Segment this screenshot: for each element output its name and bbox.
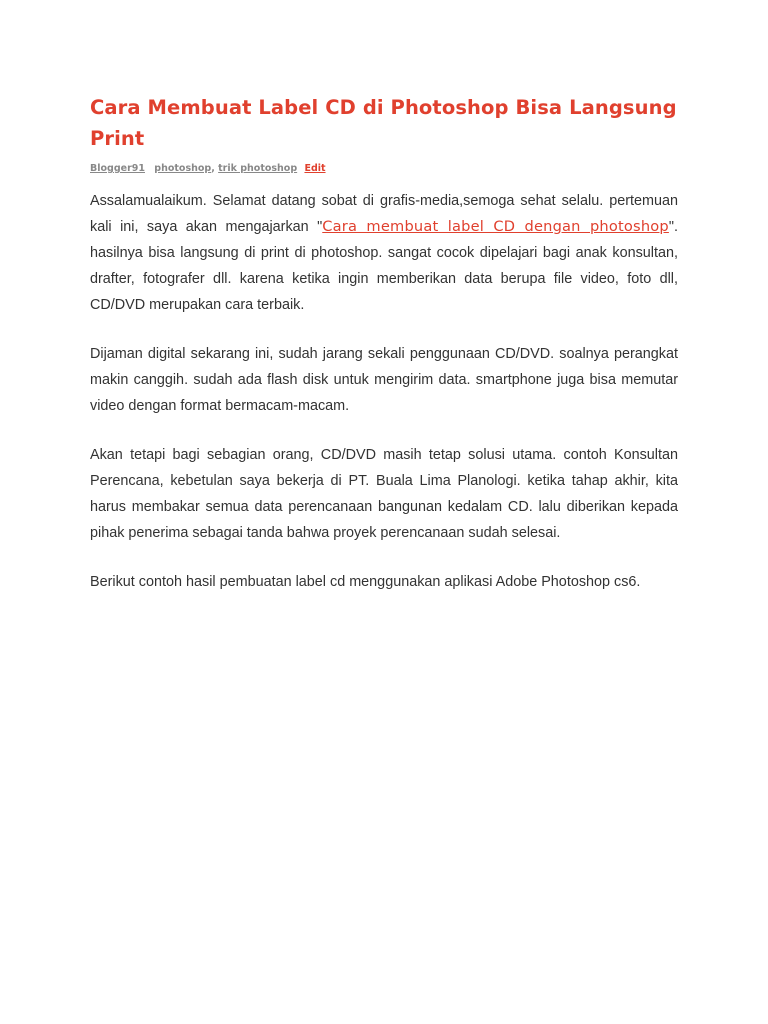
paragraph-intro (90, 188, 678, 318)
label-link-trik-photoshop[interactable]: trik photoshop (218, 163, 298, 174)
paragraph-digital-era: Dijaman digital sekarang ini, sudah jarang sekali penggunaan CD/DVD. soalnya perangkat makin canggih. sudah ada flash disk untuk mengirim data. smartphone juga bisa memutar video dengan format bermacam-macam. (90, 346, 678, 414)
tutorial-link[interactable]: Cara membuat label CD dengan photoshop (322, 218, 669, 235)
post-meta (90, 162, 678, 176)
paragraph-example: Berikut contoh hasil pembuatan label cd menggunakan aplikasi Adobe Photoshop cs6. (90, 574, 641, 590)
paragraph-intro-text-before: Assalamualaikum. Selamat datang sobat di grafis-media,semoga sehat selalu. pertemuan kali ini, saya akan mengajarkan " (90, 193, 678, 235)
paragraph-consultant: Akan tetapi bagi sebagian orang, CD/DVD masih tetap solusi utama. contoh Konsultan Perencana, kebetulan saya bekerja di PT. Buala Lima Planologi. ketika tahap akhir, kita harus membakar semua data perencanaan bangunan kedalam CD. lalu diberikan kepada pihak penerima sebagai tanda bahwa proyek perencanaan sudah selesai. (90, 447, 678, 541)
label-separator: , (211, 163, 215, 174)
edit-link[interactable]: Edit (304, 163, 326, 174)
blog-post (90, 92, 678, 618)
label-link-photoshop[interactable]: photoshop (154, 163, 212, 174)
post-body (90, 188, 678, 595)
post-title: Cara Membuat Label CD di Photoshop Bisa Langsung Print (90, 96, 677, 150)
author-link[interactable]: Blogger91 (90, 163, 145, 174)
paragraph-intro-text-after: ". hasilnya bisa langsung di print di photoshop. sangat cocok dipelajari bagi anak konsultan, drafter, fotografer dll. karena ketika ingin memberikan data berupa file video, foto dll, CD/DVD merupakan cara terbaik. (90, 219, 678, 313)
